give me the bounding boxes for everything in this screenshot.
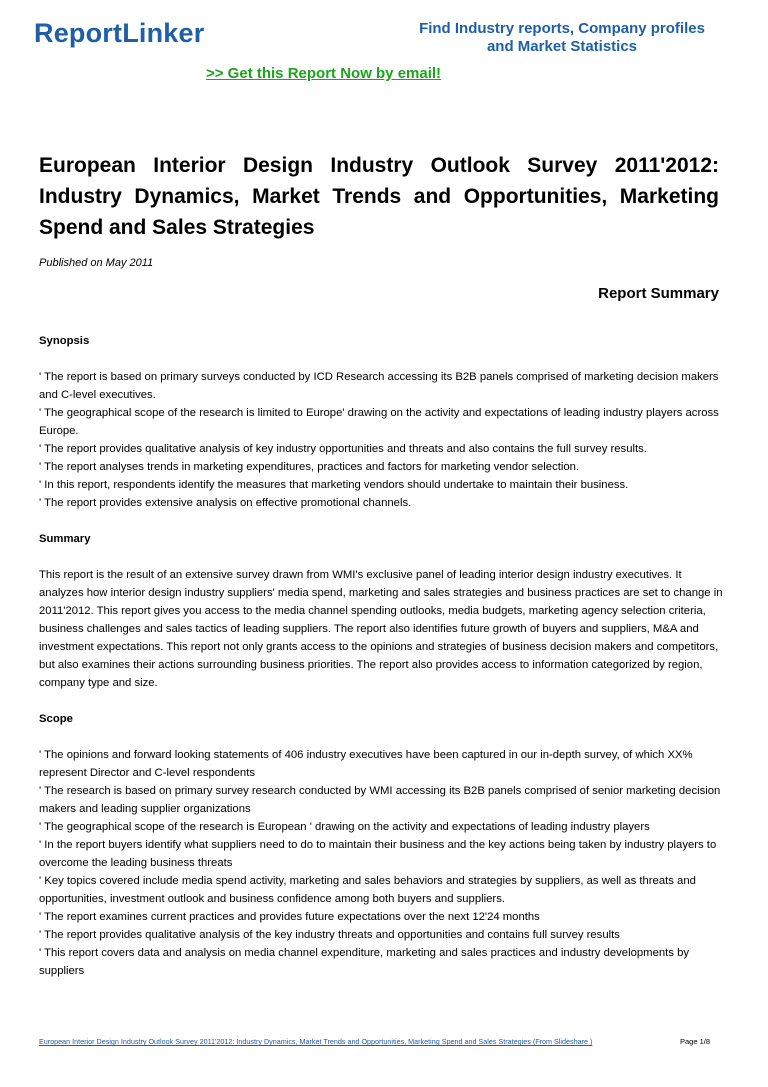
scope-line: ' In the report buyers identify what suppliers need to do to maintain their business and the key actions being taken by industry players to overcome the leading business threats	[39, 839, 717, 869]
tagline-line-2: and Market Statistics	[486, 38, 638, 55]
scope-line: ' The report provides qualitative analysis of the key industry threats and opportunities and contains full survey results	[39, 929, 620, 941]
scope-heading: Scope	[39, 713, 73, 725]
synopsis-line: ' The report analyses trends in marketing expenditures, practices and factors for marketing vendor selection.	[39, 461, 580, 473]
summary-heading: Summary	[39, 533, 91, 545]
synopsis-line: ' The geographical scope of the research is limited to Europe' drawing on the activity and expectations of leading industry players across Europe.	[39, 407, 719, 437]
synopsis-heading: Synopsis	[39, 335, 90, 347]
synopsis-line: ' The report is based on primary surveys conducted by ICD Research accessing its B2B panels comprised of marketing decision makers and C-level executives.	[39, 371, 719, 401]
report-summary-heading: Report Summary	[598, 285, 719, 302]
scope-line: ' The report examines current practices and provides future expectations over the next 12'24 months	[39, 911, 540, 923]
synopsis-line: ' The report provides extensive analysis on effective promotional channels.	[39, 497, 412, 509]
footer-source-link[interactable]: European Interior Design Industry Outlook Survey 2011'2012: Industry Dynamics, Market Trends and Opportunities, Marketing Spend and Sales Strategies (From Slideshare )	[39, 1037, 593, 1046]
page-number: Page 1/8	[680, 1037, 711, 1046]
header-tagline	[398, 20, 726, 56]
synopsis-section	[39, 332, 729, 512]
scope-line: ' Key topics covered include media spend activity, marketing and sales behaviors and strategies by suppliers, as well as threats and opportunities, investment outlook and business confidence among both buyers and suppliers.	[39, 875, 696, 905]
scope-section	[39, 710, 729, 980]
scope-line: ' The opinions and forward looking statements of 406 industry executives have been captured in our in-depth survey, of which XX% represent Director and C-level respondents	[39, 749, 693, 779]
scope-line: ' This report covers data and analysis on media channel expenditure, marketing and sales practices and industry developments by suppliers	[39, 947, 690, 977]
synopsis-line: ' The report provides qualitative analysis of key industry opportunities and threats and also contains the full survey results.	[39, 443, 647, 455]
published-date: Published on May 2011	[39, 257, 154, 269]
synopsis-line: ' In this report, respondents identify the measures that marketing vendors should undertake to maintain their business.	[39, 479, 629, 491]
summary-section	[39, 530, 729, 692]
summary-text: This report is the result of an extensive survey drawn from WMI's exclusive panel of leading interior design industry executives. It analyzes how interior design industry suppliers' media spend, marketing and sales strategies and business practices are set to change in 2011'2012. This report gives you access to the media channel spending outlooks, media budgets, marketing agency selection criteria, business challenges and sales tactics of leading suppliers. The report also identifies future growth of buyers and suppliers, M&A and investment expectations. This report not only grants access to the opinions and strategies of business decision makers and competitors, but also examines their actions surrounding business priorities. The report also provides access to information categorized by region, company type and size.	[39, 569, 723, 689]
report-title: European Interior Design Industry Outlook Survey 2011'2012: Industry Dynamics, Market Trends and Opportunities, Marketing Spend and Sales Strategies	[39, 154, 719, 239]
reportlinker-logo[interactable]: ReportLinker	[34, 18, 205, 48]
tagline-line-1: Find Industry reports, Company profiles	[419, 20, 705, 37]
scope-line: ' The research is based on primary survey research conducted by WMI accessing its B2B panels comprised of senior marketing decision makers and leading supplier organizations	[39, 785, 721, 815]
get-report-link[interactable]: >> Get this Report Now by email!	[206, 65, 442, 82]
report-content	[39, 332, 729, 998]
scope-line: ' The geographical scope of the research is European ' drawing on the activity and expectations of leading industry players	[39, 821, 650, 833]
